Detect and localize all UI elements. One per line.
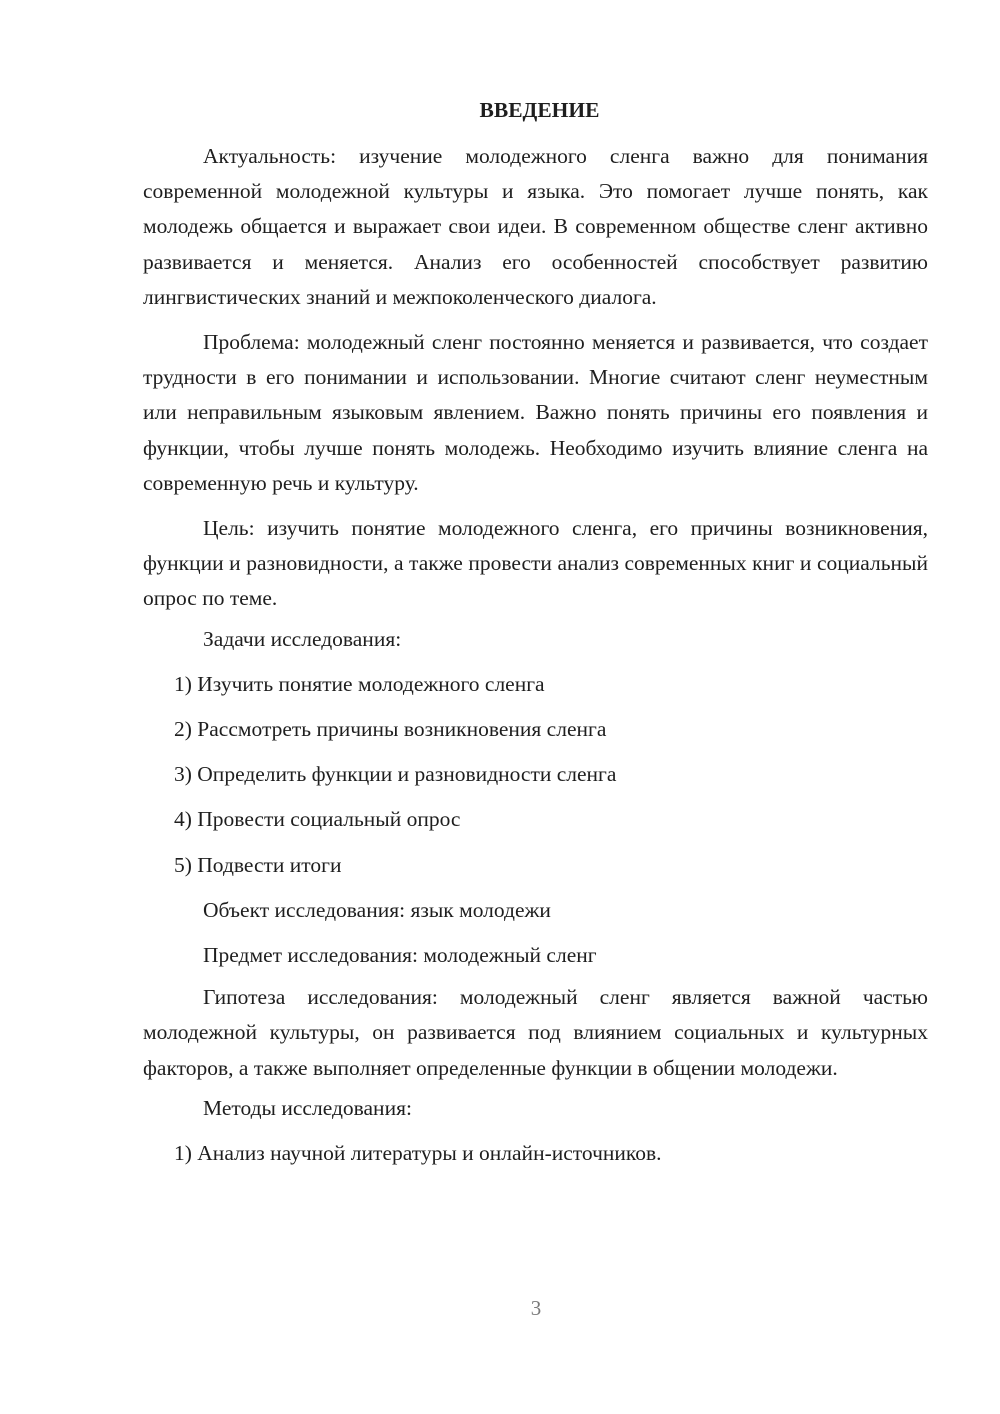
object-line: Объект исследования: язык молодежи <box>203 897 551 922</box>
list-item: 2) Рассмотреть причины возникновения сленга <box>174 717 607 742</box>
document-page <box>143 94 928 1176</box>
problem-paragraph: Проблема: молодежный сленг постоянно меняется и развивается, что создает трудности в его понимании и использовании. Многие считают сленг неуместным или неправильным языковым явлением. Важно понять причины его появления и функции, чтобы лучше понять молодежь. Необходимо изучить влияние сленга на современную речь и культуру. <box>143 330 928 495</box>
page-title: ВВЕДЕНИЕ <box>479 98 600 122</box>
methods-list <box>143 1131 928 1176</box>
list-item: 3) Определить функции и разновидности сленга <box>174 762 617 787</box>
list-item: 1) Изучить понятие молодежного сленга <box>174 671 545 696</box>
tasks-heading: Задачи исследования: <box>203 626 402 651</box>
goal-paragraph: Цель: изучить понятие молодежного сленга, его причины возникновения, функции и разновидности, а также провести анализ современных книг и социальный опрос по теме. <box>143 516 928 611</box>
list-item: 5) Подвести итоги <box>174 852 342 877</box>
methods-heading: Методы исследования: <box>203 1095 412 1120</box>
list-item: 4) Провести социальный опрос <box>174 807 461 832</box>
subject-line: Предмет исследования: молодежный сленг <box>203 942 597 967</box>
page-number: 3 <box>530 1296 542 1320</box>
relevance-paragraph: Актуальность: изучение молодежного сленга важно для понимания современной молодежной культуры и языка. Это помогает лучше понять, как молодежь общается и выражает свои идеи. В современном обществе сленг активно развивается и меняется. Анализ его особенностей способствует развитию лингвистических знаний и межпоколенческого диалога. <box>143 144 928 309</box>
hypothesis-paragraph: Гипотеза исследования: молодежный сленг является важной частью молодежной культуры, он развивается под влиянием социальных и культурных факторов, а также выполняет определенные функции в общении молодежи. <box>143 985 928 1080</box>
tasks-list <box>143 662 928 888</box>
list-item: 1) Анализ научной литературы и онлайн-источников. <box>174 1140 662 1165</box>
